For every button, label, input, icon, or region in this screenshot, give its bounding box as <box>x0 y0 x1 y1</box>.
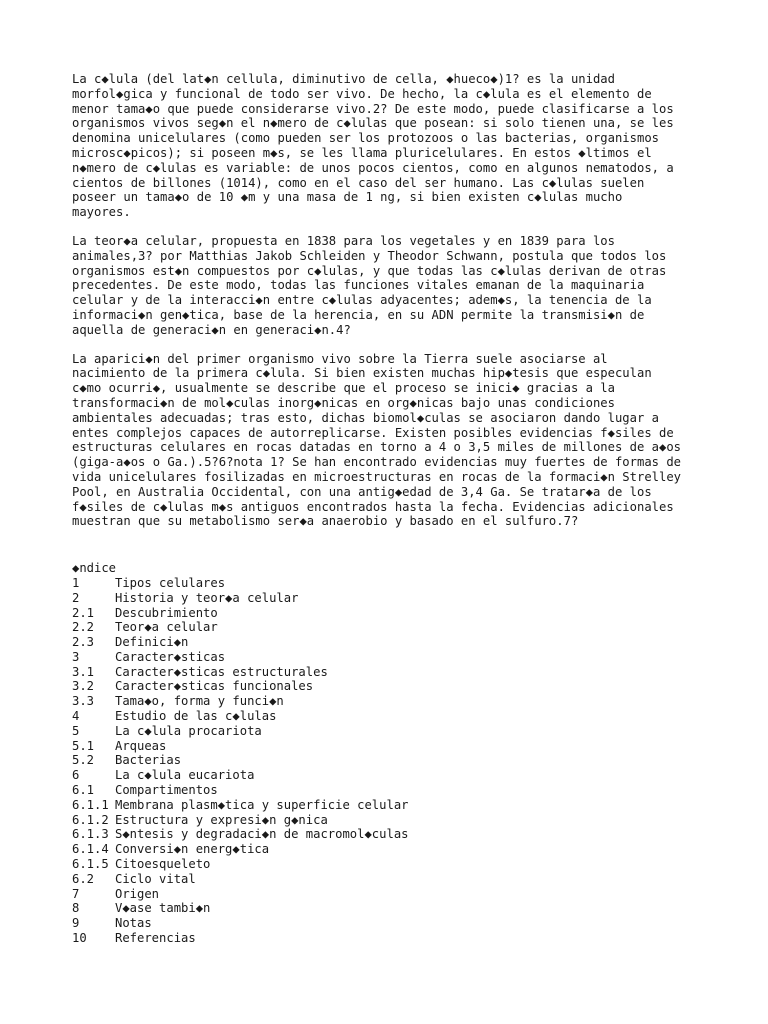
toc-item-title: Estudio de las c◆lulas <box>115 709 277 724</box>
toc-item-number: 3.3 <box>72 694 95 709</box>
toc-item <box>72 857 712 872</box>
toc-item-number: 6.1.5 <box>72 857 109 872</box>
index-title: ◆ndice <box>72 561 117 576</box>
paragraph-intro: La c◆lula (del lat◆n cellula, diminutivo de cella, ◆hueco◆)1? es la unidad morfol◆gica y funcional de todo ser vivo. De hecho, la c◆lula es el elemento de menor tama◆o que puede considerarse vivo.2? De este modo, puede clasificarse a los organismos vivos seg◆n el n◆mero de c◆lulas que posean: si solo tienen una, se les denomina unicelulares (como pueden ser los protozoos o las bacterias, organismos microsc◆picos); si poseen m◆s, se les llama pluricelulares. En estos ◆ltimos el n◆mero de c◆lulas es variable: de unos pocos cientos, como en algunos nematodos, a cientos de billones (1014), como en el caso del ser humano. Las c◆lulas suelen poseer un tama◆o de 10 ◆m y una masa de 1 ng, si bien existen c◆lulas mucho mayores. <box>72 72 674 220</box>
toc-item-title: V◆ase tambi◆n <box>115 901 211 916</box>
toc-item <box>72 635 712 650</box>
toc-item-title: S◆ntesis y degradaci◆n de macromol◆culas <box>115 827 409 842</box>
toc-item-number: 3.1 <box>72 664 95 679</box>
toc-item <box>72 827 712 842</box>
toc-item-title: Bacterias <box>115 753 182 768</box>
toc-item-title: Referencias <box>115 931 196 946</box>
toc-item-number: 2.2 <box>72 620 95 635</box>
toc-item <box>72 916 712 931</box>
toc-item-title: Caracter◆sticas estructurales <box>115 664 328 679</box>
paragraph-origin: La aparici◆n del primer organismo vivo sobre la Tierra suele asociarse al nacimiento de la primera c◆lula. Si bien existen muchas hip◆tesis que especulan c◆mo ocurri◆, usualmente se describe que el proceso se inici◆ gracias a la transformaci◆n de mol◆culas inorg◆nicas en org◆nicas bajo unas condiciones ambientales adecuadas; tras esto, dichas biomol◆culas se asociaron dando lugar a entes complejos capaces de autorreplicarse. Existen posibles evidencias f◆siles de estructuras celulares en rocas datadas en torno a 4 o 3,5 miles de millones de a◆os (giga-a◆os o Ga.).5?6?nota 1? Se han encontrado evidencias muy fuertes de formas de vida unicelulares fosilizadas en microestructuras en rocas de la formaci◆n Strelley Pool, en Australia Occidental, con una antig◆edad de 3,4 Ga. Se tratar◆a de los f◆siles de c◆lulas m◆s antiguos encontrados hasta la fecha. Evidencias adicionales muestran que su metabolismo ser◆a anaerobio y basado en el sulfuro.7? <box>72 351 682 529</box>
toc-item-number: 3 <box>72 649 80 664</box>
toc-item-number: 5.1 <box>72 738 95 753</box>
toc-item-title: Arqueas <box>115 738 167 753</box>
toc-item-number: 6 <box>72 768 80 783</box>
toc-item-number: 9 <box>72 916 80 931</box>
toc-item <box>72 813 712 828</box>
toc-item <box>72 783 712 798</box>
toc-item-number: 6.1.1 <box>72 797 109 812</box>
table-of-contents <box>72 576 712 946</box>
toc-item-number: 10 <box>72 931 87 946</box>
toc-item-title: Tama◆o, forma y funci◆n <box>115 694 284 709</box>
toc-item <box>72 606 712 621</box>
toc-item <box>72 842 712 857</box>
toc-item-number: 6.1.2 <box>72 812 109 827</box>
toc-item-number: 7 <box>72 886 80 901</box>
toc-item <box>72 709 712 724</box>
paragraph-cell-theory: La teor◆a celular, propuesta en 1838 para los vegetales y en 1839 para los animales,3? por Matthias Jakob Schleiden y Theodor Schwann, postula que todos los organismos est◆n compuestos por c◆lulas, y que todas las c◆lulas derivan de otras precedentes. De este modo, todas las funciones vitales emanan de la maquinaria celular y de la interacci◆n entre c◆lulas adyacentes; adem◆s, la tenencia de la informaci◆n gen◆tica, base de la herencia, en su ADN permite la transmisi◆n de aquella de generaci◆n en generaci◆n.4? <box>72 233 667 337</box>
toc-item-number: 4 <box>72 709 80 724</box>
toc-item-title: Tipos celulares <box>115 575 226 590</box>
toc-item-number: 6.1 <box>72 783 95 798</box>
toc-item-title: Estructura y expresi◆n g◆nica <box>115 812 328 827</box>
toc-item-title: Descubrimiento <box>115 605 218 620</box>
toc-item <box>72 694 712 709</box>
toc-item-number: 2 <box>72 590 80 605</box>
toc-item-number: 6.1.4 <box>72 842 109 857</box>
toc-item <box>72 650 712 665</box>
toc-item-number: 2.3 <box>72 635 95 650</box>
toc-item-number: 5 <box>72 723 80 738</box>
toc-item <box>72 620 712 635</box>
toc-item-title: Citoesqueleto <box>115 857 211 872</box>
toc-item-title: Caracter◆sticas <box>115 649 226 664</box>
toc-item-number: 8 <box>72 901 80 916</box>
toc-item <box>72 724 712 739</box>
toc-item-number: 3.2 <box>72 679 95 694</box>
toc-item-number: 6.1.3 <box>72 827 109 842</box>
toc-item-number: 2.1 <box>72 605 95 620</box>
toc-item <box>72 665 712 680</box>
toc-item <box>72 931 712 946</box>
toc-item-title: Conversi◆n energ◆tica <box>115 842 270 857</box>
toc-item-title: La c◆lula eucariota <box>115 768 255 783</box>
toc-item <box>72 753 712 768</box>
document-page <box>72 64 712 946</box>
toc-item-title: La c◆lula procariota <box>115 723 262 738</box>
toc-item-number: 1 <box>72 575 80 590</box>
toc-item-title: Notas <box>115 916 152 931</box>
toc-item <box>72 768 712 783</box>
toc-item <box>72 872 712 887</box>
toc-item <box>72 887 712 902</box>
toc-item-title: Definici◆n <box>115 635 189 650</box>
toc-item-title: Ciclo vital <box>115 871 196 886</box>
toc-item-title: Compartimentos <box>115 783 218 798</box>
toc-item <box>72 591 712 606</box>
toc-item-title: Historia y teor◆a celular <box>115 590 299 605</box>
toc-item-title: Membrana plasm◆tica y superficie celular <box>115 797 409 812</box>
toc-item <box>72 576 712 591</box>
toc-item-title: Teor◆a celular <box>115 620 218 635</box>
toc-item-number: 6.2 <box>72 871 95 886</box>
toc-item <box>72 798 712 813</box>
toc-item-number: 5.2 <box>72 753 95 768</box>
toc-item-title: Caracter◆sticas funcionales <box>115 679 314 694</box>
toc-item <box>72 901 712 916</box>
toc-item <box>72 679 712 694</box>
toc-item <box>72 739 712 754</box>
toc-item-title: Origen <box>115 886 160 901</box>
